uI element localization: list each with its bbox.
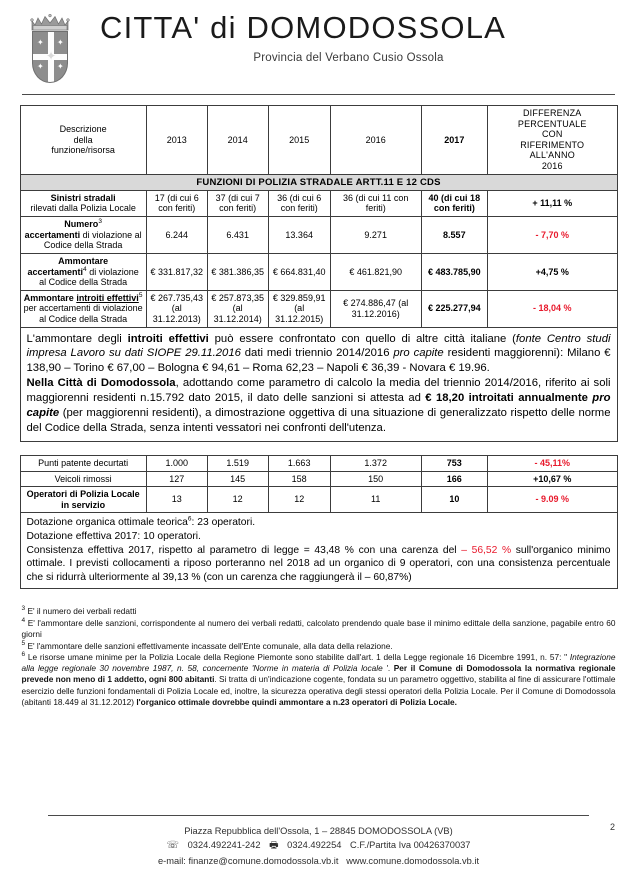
row-label-strong: Numero <box>64 219 99 230</box>
footnote-number: 4 <box>21 617 26 625</box>
commentary-box-introiti <box>20 328 618 442</box>
text-segment-bold: effettiva 2017: 10 operatori. <box>75 530 201 542</box>
paragraph-consistenza-effettiva <box>27 544 611 585</box>
cell-difference: - 7,70 % <box>487 217 617 254</box>
paragraph-introiti-confronto <box>27 332 611 377</box>
cell-difference: +10,67 % <box>487 471 617 487</box>
shield-star: ✦ <box>37 38 44 47</box>
footnote-number: 5 <box>21 639 26 647</box>
row-label-underlined: introiti effettivi <box>76 292 139 303</box>
cell-2014: 145 <box>207 471 268 487</box>
footnote-5 <box>22 641 616 652</box>
row-label-numero-accertamenti <box>20 217 146 254</box>
cell-2014: 12 <box>207 487 268 513</box>
table-row <box>20 455 617 471</box>
cell-2014: 6.431 <box>207 217 268 254</box>
row-label-veicoli-rimossi: Veicoli rimossi <box>20 471 146 487</box>
cell-2014: 1.519 <box>207 455 268 471</box>
shield-star: ✦ <box>57 38 64 47</box>
footnote-6 <box>22 652 616 708</box>
cell-2013: 13 <box>146 487 207 513</box>
footnote-text: . Si tratta di un'indicazione cogente, fondata su un parametro oggettivo, stabilita al fine di assicurare l'ottimale esercizio delle funzioni fondamentali di Polizia Locale ed, inoltre, la sicurezza operativa degli stessi operatori della Polizia Locale. Per il Comune di Domodossola (abitanti 18.449 al 31.12.2012) <box>21 674 616 707</box>
cell-2017: 753 <box>421 455 487 471</box>
text-segment: (per maggiorenni residenti), a dimostrazione oggettiva di una situazione di generalizzato rispetto delle norme del Codice della Strada, senza intenti vessatori nei confronti dell'utenza. <box>26 407 611 434</box>
footnotes-section <box>22 606 616 707</box>
footnote-3 <box>22 606 616 617</box>
cell-2017: € 225.277,94 <box>421 290 487 327</box>
cell-2014: € 381.386,35 <box>207 253 268 290</box>
page-number: 2 <box>609 822 615 832</box>
hdr-line: PERCENTUALE <box>517 118 587 129</box>
table-header-row <box>20 106 617 175</box>
line-dotazione-effettiva <box>27 530 611 544</box>
text-segment-bold: introiti effettivi <box>127 332 209 345</box>
cell-2014: 37 (di cui 7 con feriti) <box>207 190 268 216</box>
page-footer <box>0 824 637 868</box>
footnote-number: 3 <box>21 605 26 613</box>
cell-2017: € 483.785,90 <box>421 253 487 290</box>
column-header-description <box>20 106 146 175</box>
fax-icon: 🖶 <box>269 840 279 852</box>
hdr-line: funzione/risorsa <box>51 145 115 156</box>
row-label-rest: di violazione al Codice della Strada <box>39 266 139 288</box>
cell-2015: 12 <box>268 487 330 513</box>
cell-difference: - 45,11% <box>487 455 617 471</box>
text-segment-bold-italic: pro capite <box>26 392 611 420</box>
row-label-operatori-polizia: Operatori di Polizia Locale in servizio <box>20 487 146 513</box>
table-polizia-stradale <box>20 105 618 328</box>
cell-2017: 40 (di cui 18 con feriti) <box>421 190 487 216</box>
cell-2014: € 257.873,35 (al 31.12.2014) <box>207 290 268 327</box>
title-block <box>100 12 637 64</box>
column-header-difference <box>487 106 617 175</box>
table-row <box>20 217 617 254</box>
cell-2013: € 267.735,43 (al 31.12.2013) <box>146 290 207 327</box>
column-header-2014: 2014 <box>207 106 268 175</box>
cell-2013: 1.000 <box>146 455 207 471</box>
cell-difference: +4,75 % <box>487 253 617 290</box>
text-segment: dati medi triennio 2014/2016 <box>240 347 394 360</box>
footnote-text: E' l'ammontare delle sanzioni effettivamente incassate dell'Ente comunale, alla data della relazione. <box>27 640 393 651</box>
text-segment-bold: € 18,20 introitati annualmente <box>425 392 593 405</box>
cell-2017: 166 <box>421 471 487 487</box>
cell-difference: + 11,11 % <box>487 190 617 216</box>
hdr-line: ALL'ANNO <box>529 150 575 161</box>
cell-2015: 36 (di cui 6 con feriti) <box>268 190 330 216</box>
cell-2017: 10 <box>421 487 487 513</box>
footer-phone: 0324.492241-242 <box>187 840 261 851</box>
footnote-marker: 4 <box>83 265 87 273</box>
table-row <box>20 471 617 487</box>
column-header-2015: 2015 <box>268 106 330 175</box>
table-row <box>20 487 617 513</box>
footer-email-label: e-mail: <box>157 855 186 866</box>
text-segment: , con una consistenza percentuale che si ridurrà ulteriormente al 39,13 % (con un carenza che raggiungerà il – 60,87%) <box>26 558 611 583</box>
cell-difference: - 9.09 % <box>487 487 617 513</box>
line-dotazione-teorica <box>27 516 611 530</box>
text-segment-bold: porteranno nel 2018 ad un organico di 9 operatori <box>215 558 450 570</box>
cell-2015: € 329.859,91 (al 31.12.2015) <box>268 290 330 327</box>
table-row <box>20 253 617 290</box>
shield-star: ✦ <box>57 62 64 71</box>
footnote-marker: 3 <box>98 218 102 226</box>
text-segment: : <box>191 517 198 529</box>
text-segment-bold: Nella Città di Domodossola <box>26 377 176 390</box>
crest-container <box>0 12 100 86</box>
page-header <box>0 0 637 86</box>
row-label-sinistri-stradali <box>20 190 146 216</box>
cell-2016: 36 (di cui 11 con feriti) <box>330 190 421 216</box>
footnote-4 <box>22 618 616 640</box>
text-segment: , adottando come parametro di calcolo la media del triennio 2014/2016, riferito ai soli maggiorenni residenti n.15.792 dato 2015, il dato delle sanzioni si attesta ad <box>26 377 611 405</box>
row-label-strong: Ammontare <box>23 292 74 303</box>
cell-difference: - 18,04 % <box>487 290 617 327</box>
cell-2016: 1.372 <box>330 455 421 471</box>
text-segment: Dotazione organica ottimale teorica <box>26 517 188 529</box>
cell-2015: 1.663 <box>268 455 330 471</box>
footnote-text: . <box>387 663 394 674</box>
hdr-line: RIFERIMENTO <box>520 139 585 150</box>
hdr-line: 2016 <box>541 161 563 172</box>
footnote-text-bold: Per il Comune di Domodossola la normativa regionale prevede non meno di 1 addetto, ogni 800 abitanti <box>21 663 616 685</box>
text-segment: Dotazione <box>26 530 76 542</box>
footer-contacts <box>0 838 637 854</box>
row-label-rest: rilevati dalla Polizia Locale <box>30 203 136 214</box>
footer-web <box>0 854 637 868</box>
text-segment-bold: Consistenza effettiva 2017, rispetto al parametro di legge = 43,48 % <box>26 544 354 556</box>
text-segment-red: – 56,52 % <box>461 544 512 556</box>
text-segment: L'ammontare degli <box>26 332 128 345</box>
row-label-strong: Sinistri stradali <box>50 192 116 203</box>
cell-2016: € 461.821,90 <box>330 253 421 290</box>
table-section-band <box>20 174 617 190</box>
section-band-label: FUNZIONI DI POLIZIA STRADALE ARTT.11 E 12 CDS <box>20 174 617 190</box>
table-row <box>20 190 617 216</box>
cell-2016: 150 <box>330 471 421 487</box>
text-segment-italic: pro capite <box>393 347 444 360</box>
row-label-strong: Ammontare <box>58 255 109 266</box>
hdr-line: della <box>73 134 93 145</box>
shield-icon <box>32 31 68 83</box>
footer-fax: 0324.492254 <box>287 840 342 851</box>
footnote-text: E' l'ammontare delle sanzioni, corrispondente al numero dei verbali redatti, calcolato prendendo quale base il minimo edittale della sanzione, pagabile entro 60 giorni <box>21 617 616 639</box>
cell-2017: 8.557 <box>421 217 487 254</box>
hdr-line: DIFFERENZA <box>522 108 582 118</box>
column-header-2017: 2017 <box>421 106 487 175</box>
cell-2015: 158 <box>268 471 330 487</box>
cell-2015: 13.364 <box>268 217 330 254</box>
footer-address: Piazza Repubblica dell'Ossola, 1 – 28845 DOMODOSSOLA (VB) <box>184 825 453 836</box>
row-label-punti-patente: Punti patente decurtati <box>20 455 146 471</box>
cell-2013: 127 <box>146 471 207 487</box>
footnote-marker: 6 <box>187 515 192 523</box>
commentary-box-dotazione <box>20 513 618 589</box>
crown-icon <box>30 14 70 31</box>
cell-2013: € 331.817,32 <box>146 253 207 290</box>
shield-star: ✦ <box>37 62 44 71</box>
text-segment: può essere confrontato con quello di altre città italiane ( <box>208 332 516 345</box>
shield-center-star: ✦ <box>46 49 57 63</box>
footnote-text: Le risorse umane minime per la Polizia Locale della Regione Piemonte sono stabilite dall'art. 1 della Legge regionale 16 Dicembre 1991, n. 57: " <box>27 652 570 663</box>
text-segment-bold: 23 operatori. <box>197 517 256 529</box>
row-label-strong: accertamenti <box>27 266 84 277</box>
table-punti-veicoli-operatori <box>20 455 618 513</box>
column-header-2013: 2013 <box>146 106 207 175</box>
footnote-text-bold: l'organico ottimale dovrebbe quindi ammontare a n.23 operatori di Polizia Locale. <box>136 696 457 707</box>
row-label-rest: di violazione al Codice della Strada <box>43 229 142 251</box>
row-label-ammontare-introiti <box>20 290 146 327</box>
footer-website[interactable]: www.comune.domodossola.vb.it <box>346 855 480 866</box>
footnote-number: 6 <box>21 651 26 659</box>
row-label-strong: accertamenti <box>24 229 81 240</box>
cell-2016: 11 <box>330 487 421 513</box>
footer-email[interactable]: finanze@comune.domodossola.vb.it <box>188 855 339 866</box>
table-row <box>20 290 617 327</box>
footer-divider <box>48 815 589 816</box>
text-segment-italic: fonte Centro studi impresa Lavoro su dati SIOPE 29.11.2016 <box>26 332 611 360</box>
column-header-2016: 2016 <box>330 106 421 175</box>
cell-2013: 6.244 <box>146 217 207 254</box>
cell-2013: 17 (di cui 6 con feriti) <box>146 190 207 216</box>
header-divider <box>22 94 615 95</box>
text-segment: residenti maggiorenni): Milano € 138,90 – Torino € 67,00 – Bologna € 94,61 – Roma 62,23 – Napoli € 36,39 - Novara € 19.96. <box>26 347 611 375</box>
hdr-line: CON <box>541 129 563 140</box>
row-label-rest: per accertamenti di violazione al Codice della Strada <box>23 303 143 324</box>
phone-icon: ☏ <box>166 840 180 852</box>
page-subtitle: Provincia del Verbano Cusio Ossola <box>253 51 444 64</box>
text-segment: con una carenza del <box>353 544 462 556</box>
footnote-marker: 5 <box>138 291 143 299</box>
coat-of-arms-icon <box>28 14 72 86</box>
page-title: CITTA' di DOMODOSSOLA <box>100 10 507 45</box>
cell-2015: € 664.831,40 <box>268 253 330 290</box>
footnote-text: E' il numero dei verbali redatti <box>27 606 137 617</box>
cell-2016: 9.271 <box>330 217 421 254</box>
footnote-text-italic: Integrazione alla legge regionale 30 novembre 1987, n. 58, concernente 'Norme in materia di Polizia locale ' <box>21 652 616 674</box>
paragraph-domodossola-parametro <box>27 376 611 436</box>
cell-2016: € 274.886,47 (al 31.12.2016) <box>330 290 421 327</box>
footer-vat: C.F./Partita Iva 00426370037 <box>350 840 471 851</box>
row-label-ammontare-accertamenti <box>20 253 146 290</box>
text-segment: sull'organico minimo ottimale. I previsti collocamenti a riposo <box>26 544 611 570</box>
hdr-line: Descrizione <box>59 123 107 134</box>
